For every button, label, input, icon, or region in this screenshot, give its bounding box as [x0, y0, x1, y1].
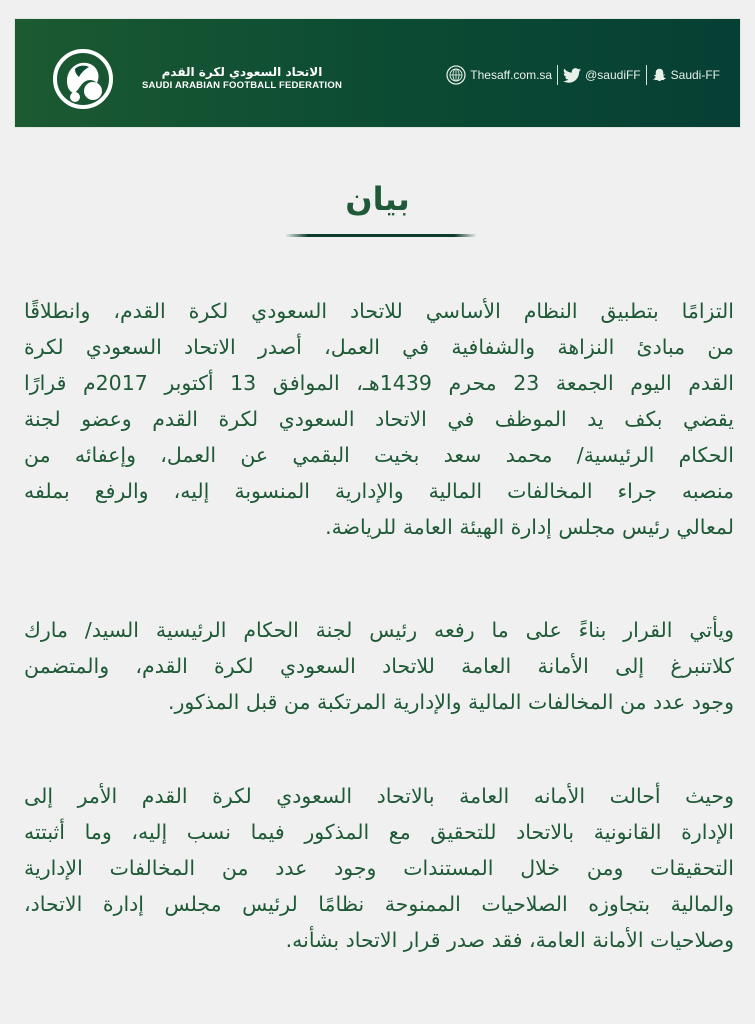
snapchat-handle: Saudi-FF [670, 68, 720, 82]
statement-paragraph-2 [24, 612, 734, 720]
paragraph-line: التزامًا بتطبيق النظام الأساسي للاتحاد السعودي لكرة القدم، وانطلاقًا [24, 299, 734, 323]
paragraph-line: التحقيقات ومن خلال المستندات وجود عدد من المخالفات الإدارية [24, 856, 734, 880]
statement-paragraph-1 [24, 293, 734, 545]
twitter-link[interactable] [563, 68, 641, 83]
snapchat-link[interactable] [652, 68, 720, 83]
paragraph-line: لمعالي رئيس مجلس إدارة الهيئة العامة للرياضة. [325, 515, 734, 539]
paragraph-line: كلاتنبرغ إلى الأمانة العامة للاتحاد السعودي لكرة القدم، والمتضمن [24, 654, 734, 678]
federation-logo-icon [53, 49, 113, 109]
social-links [446, 62, 720, 88]
snapchat-icon [652, 68, 667, 83]
paragraph-line: وحيث أحالت الأمانه العامة بالاتحاد السعودي لكرة القدم الأمر إلى [24, 784, 734, 808]
twitter-icon [563, 68, 581, 83]
globe-icon [446, 65, 466, 85]
paragraph-line: منصبه جراء المخالفات المالية والإدارية المنسوبة إليه، والرفع بملفه [24, 479, 734, 503]
statement-title: بيان [345, 180, 410, 218]
divider [557, 65, 558, 85]
statement-paragraph-3 [24, 778, 734, 958]
paragraph-line: ويأتي القرار بناءً على ما رفعه رئيس لجنة الحكام الرئيسية السيد/ مارك [24, 618, 734, 642]
federation-name-english: SAUDI ARABIAN FOOTBALL FEDERATION [141, 80, 343, 91]
website-link[interactable] [446, 65, 552, 85]
paragraph-line: والمالية بتجاوزه الصلاحيات الممنوحة نظامًا لرئيس مجلس إدارة الاتحاد، [24, 892, 734, 916]
twitter-handle: @saudiFF [585, 68, 641, 82]
paragraph-line: من مبادئ النزاهة والشفافية في العمل، أصدر الاتحاد السعودي لكرة [24, 335, 734, 359]
federation-name-arabic: الاتحاد السعودي لكرة القدم [161, 65, 323, 79]
federation-header-banner [15, 19, 740, 127]
divider [646, 65, 647, 85]
paragraph-line: يقضي بكف يد الموظف في الاتحاد السعودي لكرة القدم وعضو لجنة [24, 407, 734, 431]
paragraph-line: وصلاحيات الأمانة العامة، فقد صدر قرار الاتحاد بشأنه. [285, 928, 734, 952]
website-text: Thesaff.com.sa [470, 68, 553, 82]
paragraph-line: وجود عدد من المخالفات المالية والإدارية المرتكبة من قبل المذكور. [168, 690, 734, 714]
title-underline-divider [285, 234, 477, 237]
paragraph-line: الإدارة القانونية بالاتحاد للتحقيق مع المذكور فيما نسب إليه، وما أثبتته [24, 820, 734, 844]
federation-name [127, 65, 357, 92]
paragraph-line: الحكام الرئيسية/ محمد سعد بخيت البقمي عن العمل، وإعفائه من [24, 443, 734, 467]
paragraph-line: القدم اليوم الجمعة 23 محرم 1439هـ، الموافق 13 أكتوبر 2017م قرارًا [24, 371, 734, 395]
